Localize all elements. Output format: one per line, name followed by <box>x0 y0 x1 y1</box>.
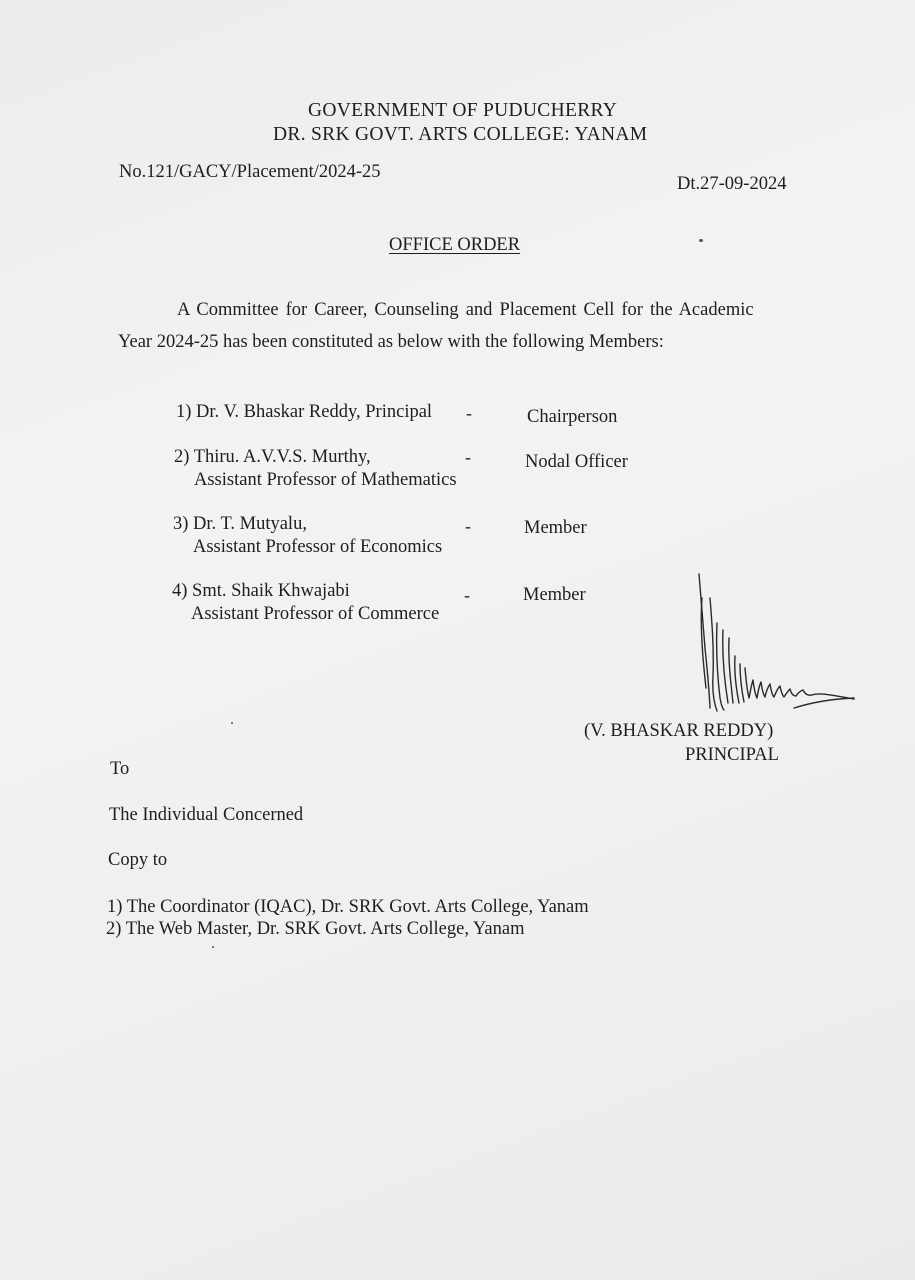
copy-to-item: 1) The Coordinator (IQAC), Dr. SRK Govt. Arts College, Yanam <box>107 897 589 917</box>
recipient: The Individual Concerned <box>109 805 304 825</box>
reference-number: No.121/GACY/Placement/2024-25 <box>119 162 381 182</box>
copy-to-item: 2) The Web Master, Dr. SRK Govt. Arts College, Yanam <box>106 919 525 939</box>
document-title: OFFICE ORDER <box>389 235 521 255</box>
member-role: Chairperson <box>527 407 618 427</box>
header-line-2: DR. SRK GOVT. ARTS COLLEGE: YANAM <box>273 124 648 145</box>
member-role: Member <box>523 585 586 605</box>
member-separator: - <box>465 516 471 536</box>
member-designation: Assistant Professor of Economics <box>193 537 443 557</box>
header-line-1: GOVERNMENT OF PUDUCHERRY <box>308 100 618 121</box>
member-separator: - <box>465 447 471 467</box>
member-separator: - <box>466 403 472 423</box>
member-separator: - <box>464 585 470 605</box>
signatory-name: (V. BHASKAR REDDY) <box>584 721 774 741</box>
member-designation: Assistant Professor of Commerce <box>191 604 440 624</box>
to-label: To <box>110 759 130 779</box>
paper-speck <box>231 722 233 724</box>
member-name: 4) Smt. Shaik Khwajabi <box>172 581 350 601</box>
body-line-1: A Committee for Career, Counseling and Placement Cell for the Academic <box>177 300 754 320</box>
signatory-title: PRINCIPAL <box>685 745 779 765</box>
member-role: Nodal Officer <box>525 452 628 472</box>
member-name: 2) Thiru. A.V.V.S. Murthy, <box>174 447 371 467</box>
paper-speck <box>212 946 214 948</box>
copy-to-label: Copy to <box>108 850 168 870</box>
order-date: Dt.27-09-2024 <box>677 174 787 194</box>
member-name: 3) Dr. T. Mutyalu, <box>173 514 307 534</box>
member-role: Member <box>524 518 587 538</box>
paper-speck <box>699 239 703 242</box>
member-name: 1) Dr. V. Bhaskar Reddy, Principal <box>176 402 433 422</box>
signature-mark <box>690 568 860 720</box>
member-designation: Assistant Professor of Mathematics <box>194 470 457 490</box>
body-line-2: Year 2024-25 has been constituted as below with the following Members: <box>118 332 664 352</box>
